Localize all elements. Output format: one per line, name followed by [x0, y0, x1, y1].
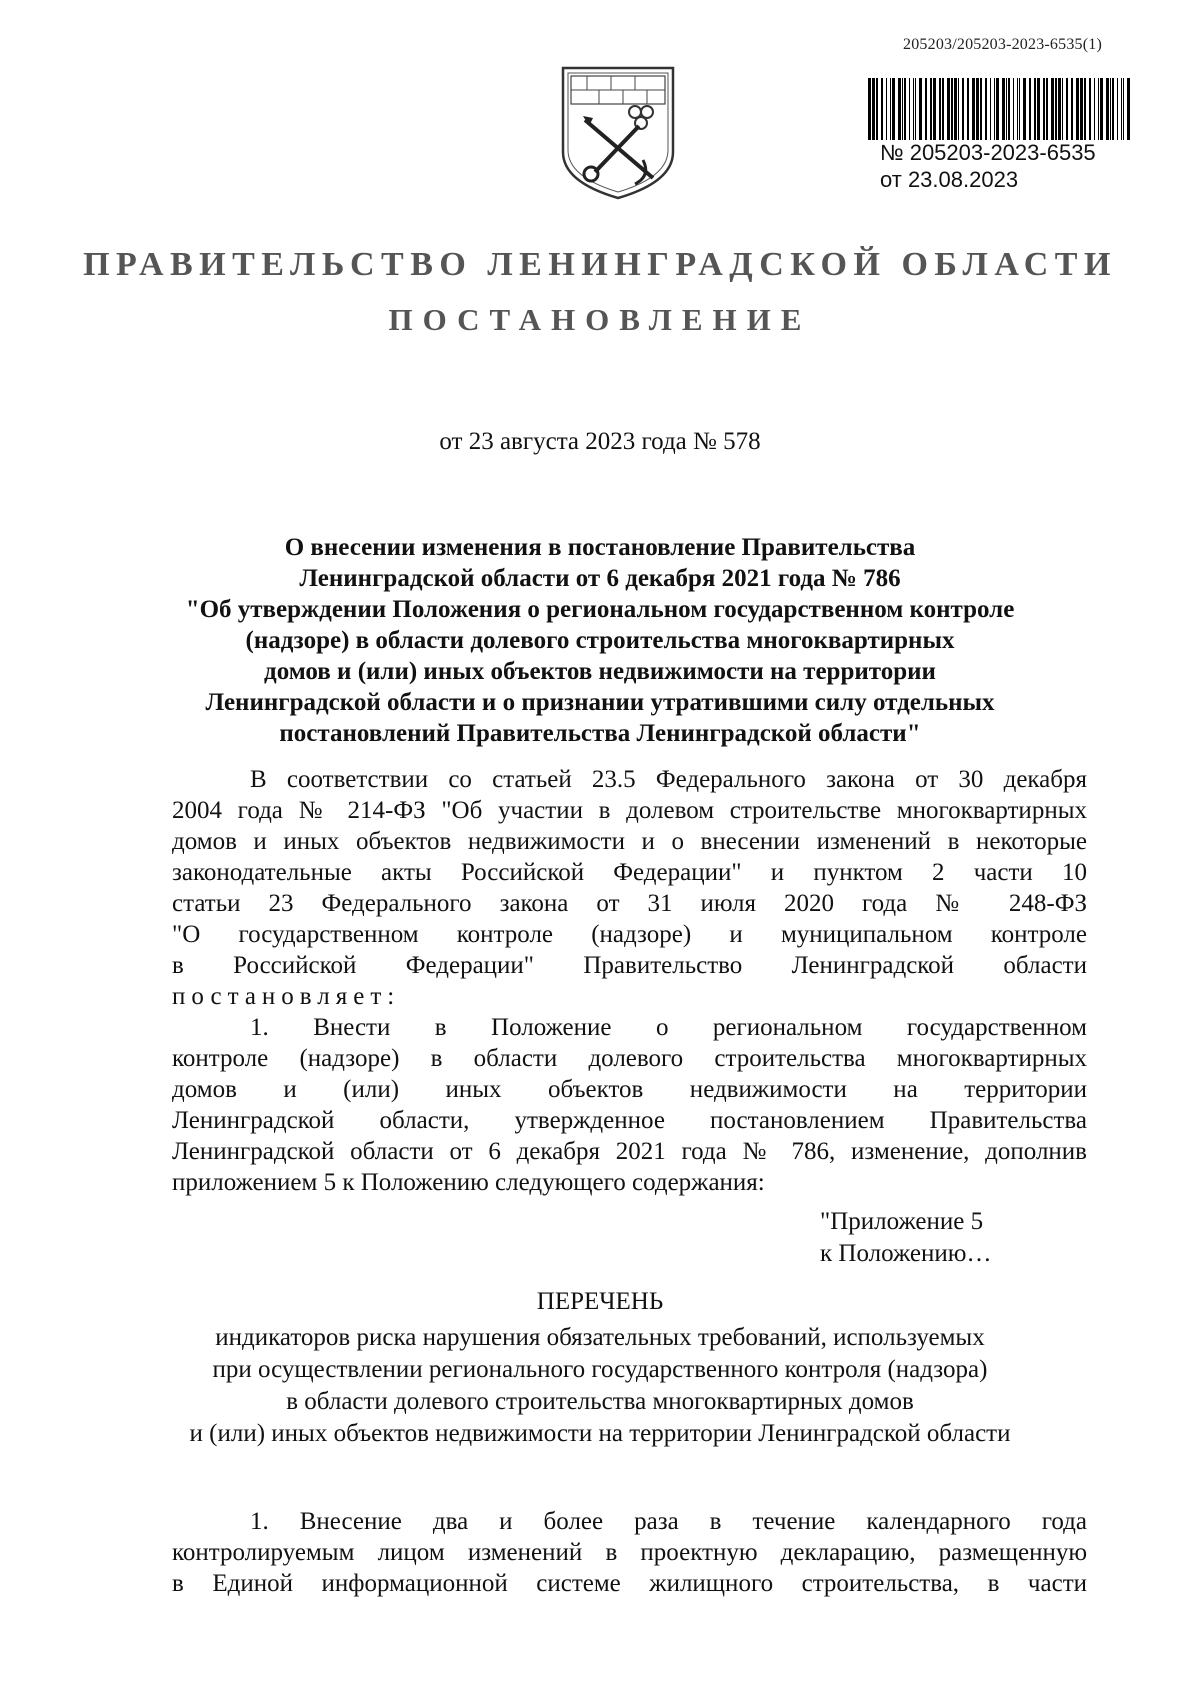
subject-line: Ленинградской области от 6 декабря 2021 года № 786: [299, 565, 901, 592]
subject-line: "Об утверждении Положения о региональном государственном контроле: [185, 596, 1015, 623]
clause-1-line: домов и (или) иных объектов недвижимости на территории: [172, 1076, 1087, 1103]
list-subtitle-line: при осуществлении регионального государственного контроля (надзора): [212, 1356, 988, 1383]
registration-date: от 23.08.2023: [880, 167, 1019, 192]
appendix-caption-line: к Положению…: [820, 1240, 992, 1267]
list-subtitle-line: в области долевого строительства многоквартирных домов: [286, 1388, 914, 1415]
list-title: ПЕРЕЧЕНЬ: [536, 1288, 664, 1315]
document-type: ПОСТАНОВЛЕНИЕ: [388, 302, 812, 337]
preamble-line: законодательные акты Российской Федерации" и пунктом 2 части 10: [172, 859, 1087, 886]
government-title: ПРАВИТЕЛЬСТВО ЛЕНИНГРАДСКОЙ ОБЛАСТИ: [83, 246, 1117, 283]
subject-line: постановлений Правительства Ленинградской области": [279, 720, 921, 747]
indicator-1-line: 1. Внесение два и более раза в течение календарного года: [250, 1508, 1087, 1535]
preamble-line: в Российской Федерации" Правительство Ленинградской области: [172, 952, 1087, 979]
indicator-1-line: контролируемым лицом изменений в проектную декларацию, размещенную: [172, 1539, 1087, 1566]
appendix-caption-line: "Приложение 5: [820, 1208, 984, 1235]
list-subtitle-line: индикаторов риска нарушения обязательных требований, используемых: [215, 1324, 985, 1351]
resolves-word: постановляет:: [172, 983, 401, 1010]
resolution-subject: [0, 532, 1200, 749]
subject-line: домов и (или) иных объектов недвижимости на территории: [264, 658, 936, 685]
order-date-number: от 23 августа 2023 года № 578: [439, 428, 761, 455]
clause-1-line: приложением 5 к Положению следующего содержания:: [172, 1169, 765, 1196]
barcode: [866, 78, 1132, 140]
appendix-caption: [820, 1206, 1090, 1270]
subject-line: Ленинградской области и о признании утратившими силу отдельных: [205, 689, 995, 716]
tracking-code: 205203/205203-2023-6535(1): [903, 36, 1102, 53]
subject-line: О внесении изменения в постановление Правительства: [284, 534, 916, 561]
preamble-line: домов и иных объектов недвижимости и о внесении изменений в некоторые: [172, 828, 1087, 855]
preamble-paragraph: [172, 764, 1087, 1198]
preamble-line: "О государственном контроле (надзоре) и муниципальном контроле: [172, 921, 1087, 948]
clause-1-line: контроле (надзоре) в области долевого строительства многоквартирных: [172, 1045, 1087, 1072]
clause-1-line: Ленинградской области от 6 декабря 2021 года № 786, изменение, дополнив: [172, 1138, 1087, 1165]
preamble-line: В соответствии со статьей 23.5 Федерального закона от 30 декабря: [250, 766, 1087, 793]
indicator-1-paragraph: [172, 1506, 1087, 1599]
subject-line: (надзоре) в области долевого строительства многоквартирных: [245, 627, 955, 654]
list-subtitle: [0, 1322, 1200, 1450]
preamble-line: 2004 года № 214-ФЗ "Об участии в долевом строительстве многоквартирных: [172, 797, 1087, 824]
clause-1-line: Ленинградской области, утвержденное постановлением Правительства: [172, 1107, 1087, 1134]
list-subtitle-line: и (или) иных объектов недвижимости на территории Ленинградской области: [189, 1420, 1011, 1447]
registration-number: № 205203-2023-6535: [880, 140, 1096, 165]
leningrad-oblast-coat-of-arms-icon: [555, 60, 681, 202]
clause-1-line: 1. Внести в Положение о региональном государственном: [250, 1014, 1087, 1041]
indicator-1-line: в Единой информационной системе жилищного строительства, в части: [172, 1570, 1087, 1597]
preamble-line: статьи 23 Федерального закона от 31 июля 2020 года № 248-ФЗ: [172, 890, 1087, 917]
